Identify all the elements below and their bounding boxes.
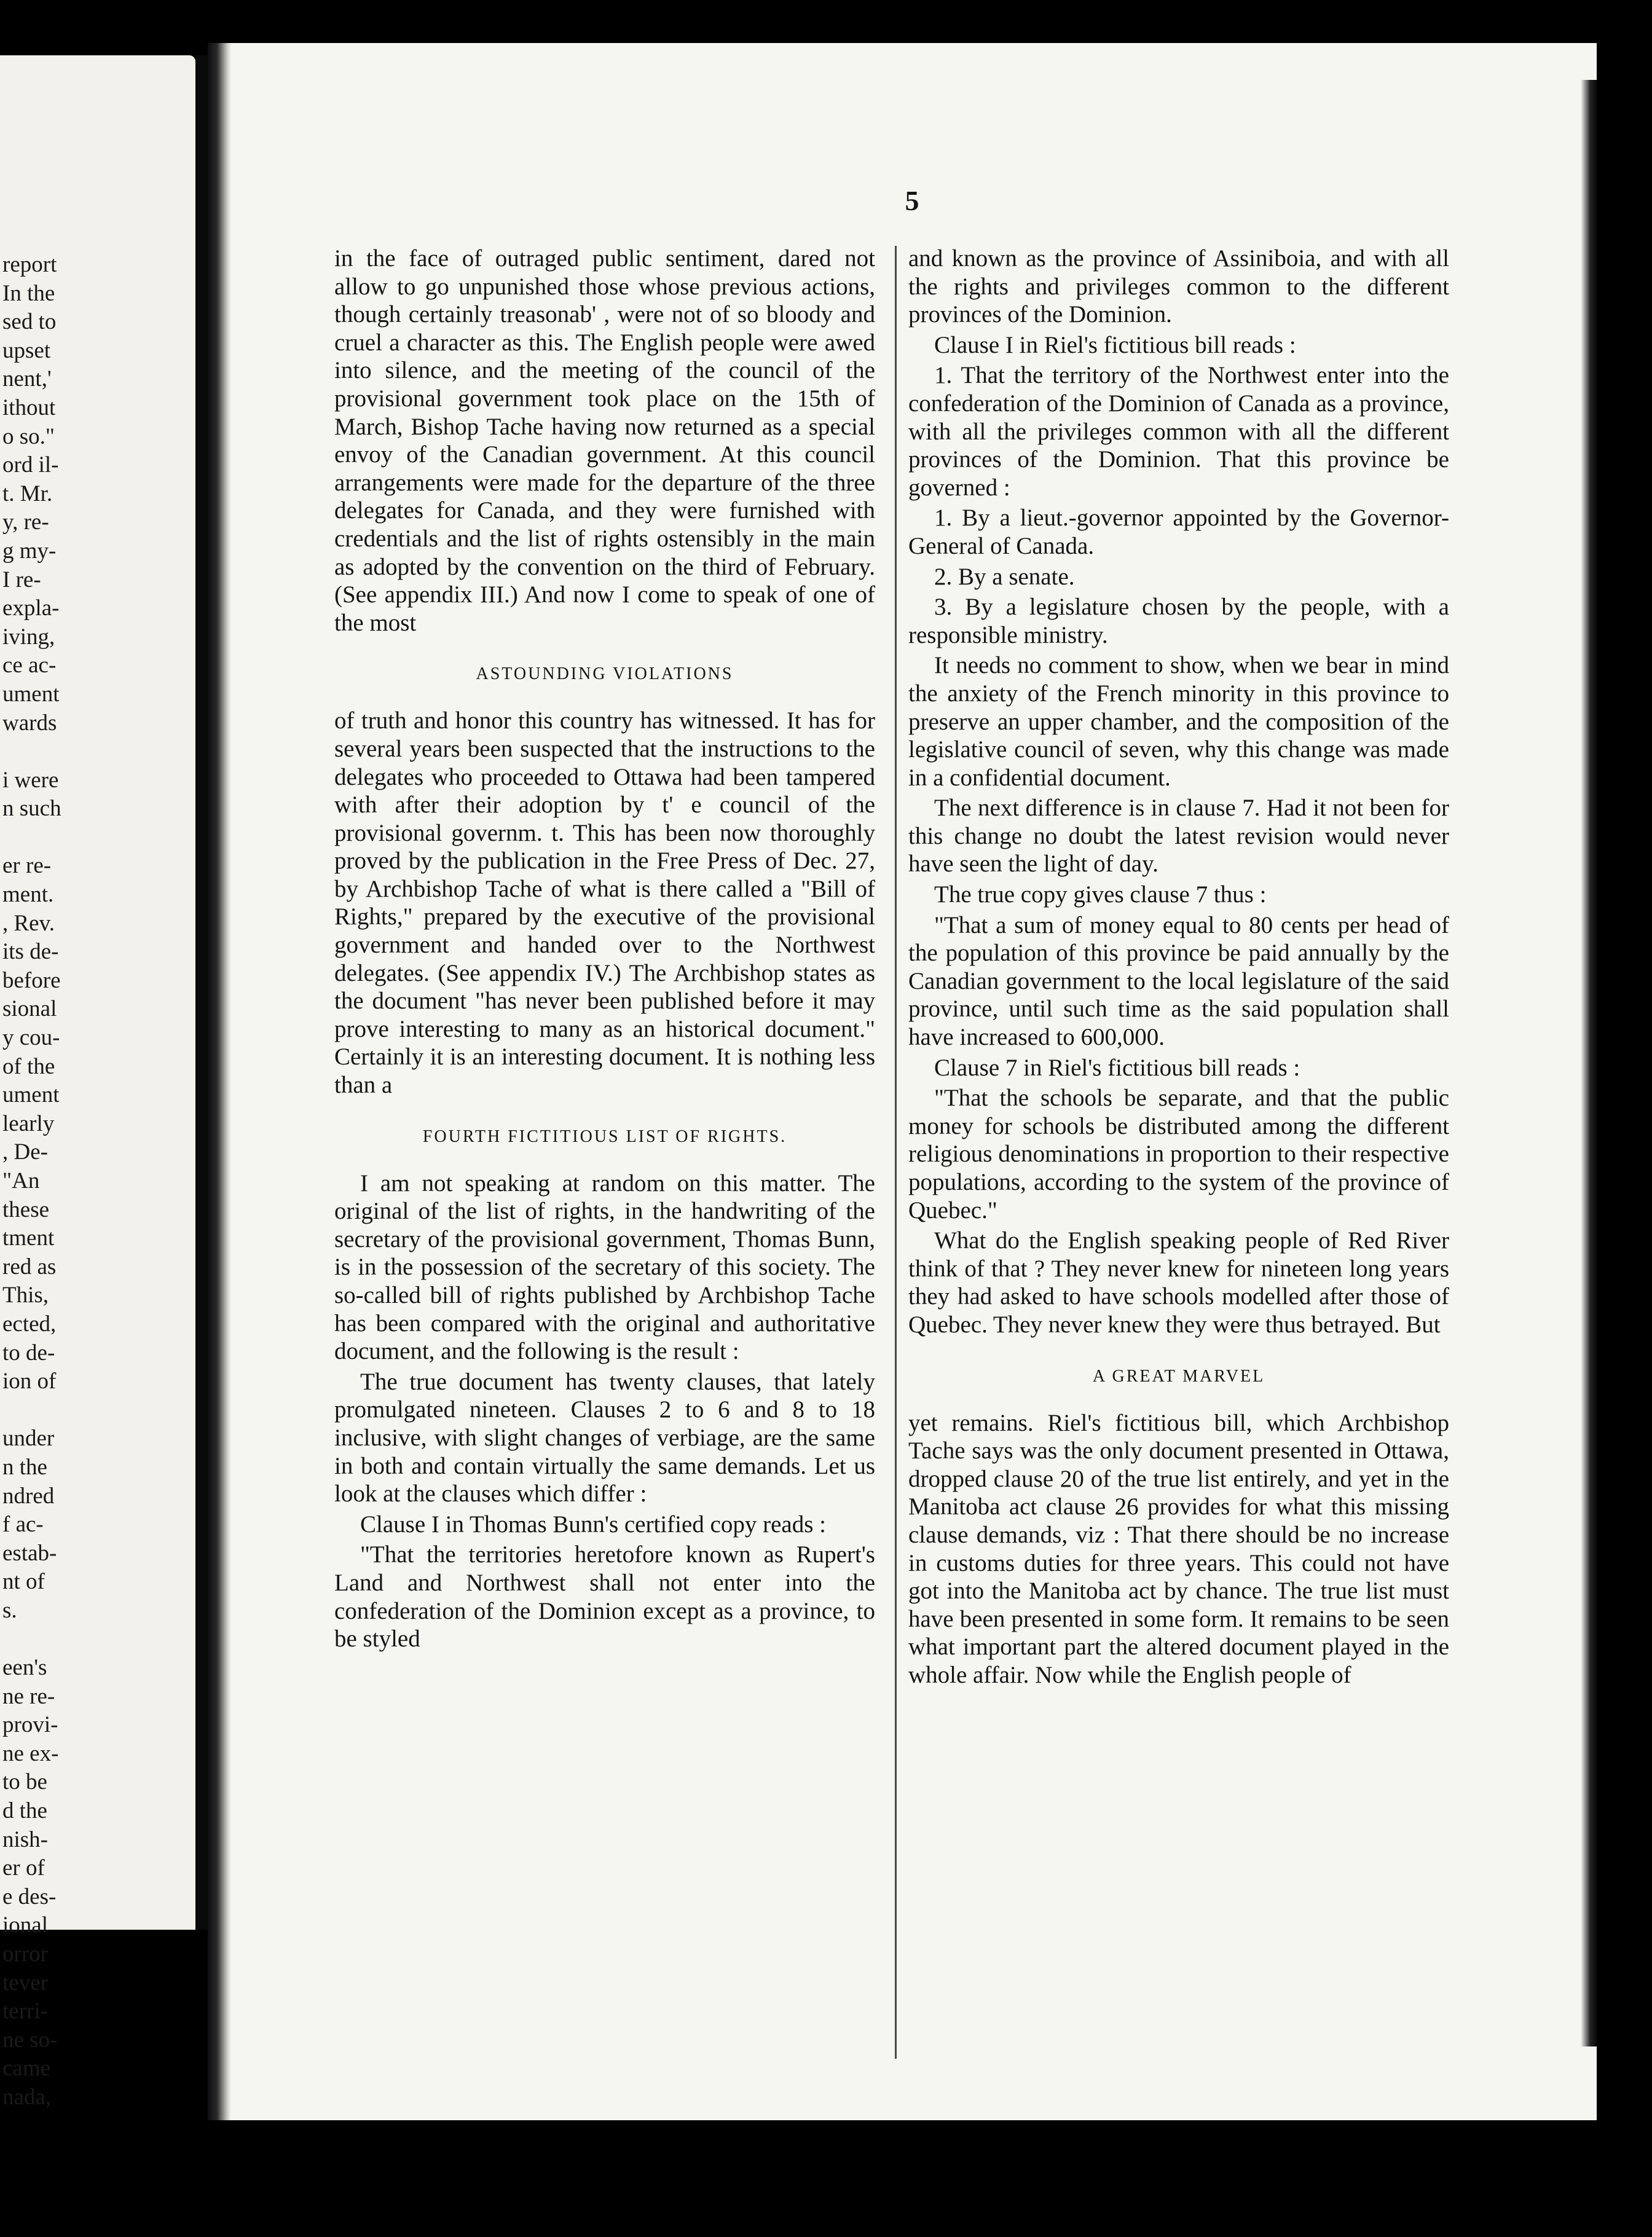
left-page-fragment-line: y cou- bbox=[2, 1025, 60, 1051]
left-page-fragment-line: ord il- bbox=[2, 452, 59, 478]
paragraph: I am not speaking at random on this matter. The original of the list of rights, in the handwriting of the secretary of the provisional government, Thomas Bunn, is in the possession of the secretary of this society. The so-called bill of rights published by Archbishop Tache has been compared with the original and authoritative document, and the following is the result : bbox=[334, 1170, 875, 1365]
left-page-fragment-line: iving, bbox=[2, 624, 55, 650]
paragraph: The next difference is in clause 7. Had it not been for this change no doubt the latest revision would never have seen the light of day. bbox=[908, 795, 1449, 878]
left-page-fragment-line bbox=[2, 1626, 194, 1654]
paragraph: It needs no comment to show, when we bear in mind the anxiety of the French minority in this province to preserve an upper chamber, and the composition of the legislative council of seven, why this change was made in a confidential document. bbox=[908, 652, 1449, 791]
left-page-fragment-line: n the bbox=[2, 1454, 47, 1480]
left-page-fragment-line: ion of bbox=[2, 1369, 57, 1394]
left-page-fragment-line: , Rev. bbox=[2, 910, 55, 936]
paragraph: Clause I in Riel's fictitious bill reads : bbox=[934, 331, 1296, 358]
left-page-fragment-line: estab- bbox=[2, 1540, 57, 1566]
left-page-fragment-line: ne ex- bbox=[2, 1740, 59, 1766]
left-page-fragment-line: terri- bbox=[2, 1999, 48, 2024]
paragraph: The true document has twenty clauses, that lately promulgated nineteen. Clauses 2 to 6 and 8 to 18 inclusive, with slight changes of verbiage, are the same in both and contain virtually the same demands. Let us look at the clauses which differ : bbox=[334, 1368, 875, 1508]
paragraph: 1. That the territory of the Northwest enter into the confederation of the Dominion of Canada as a province, with all the privileges common with all the different provinces of the Dominion. That this province be governed : bbox=[908, 362, 1449, 501]
left-page-fragment-line: n such bbox=[2, 796, 61, 822]
column-divider bbox=[895, 246, 897, 2059]
left-page-fragment-line: learly bbox=[2, 1111, 55, 1136]
left-page-fragment-line: o so." bbox=[2, 423, 55, 449]
left-page-fragment-line: to de- bbox=[2, 1340, 55, 1366]
paragraph: "That the schools be separate, and that the public money for schools be distributed among the different religious denominations in proportion to their respective populations, according to the system of the province of Quebec." bbox=[908, 1085, 1449, 1224]
left-page-fragment-line: expla- bbox=[2, 596, 60, 621]
left-page-fragment-line: e des- bbox=[2, 1884, 57, 1909]
left-page-fragment-line: y, re- bbox=[2, 509, 49, 535]
left-page-fragment-line: tever bbox=[2, 1970, 48, 1995]
left-page-fragment-line bbox=[2, 824, 194, 852]
left-page-fragment-line: to be bbox=[2, 1769, 47, 1795]
left-page-fragment-line: nada, bbox=[2, 2085, 52, 2110]
left-page-fragment-line: f ac- bbox=[2, 1512, 44, 1538]
left-page-fragment-line: report bbox=[2, 252, 57, 277]
text-column-right bbox=[908, 245, 1449, 1692]
left-page-fragment-line: red as bbox=[2, 1254, 57, 1280]
left-page-fragment-line: "An bbox=[2, 1168, 40, 1193]
paragraph: "That a sum of money equal to 80 cents per head of the population of this province be paid annually by the Canadian government to the local legislature of the said province, until such time as the said population shall have increased to 600,000. bbox=[908, 911, 1449, 1051]
paragraph: 1. By a lieut.-governor appointed by the Governor-General of Canada. bbox=[908, 505, 1449, 559]
left-page-fragment-line: orror bbox=[2, 1941, 48, 1967]
left-page-fragment-line: these bbox=[2, 1197, 50, 1222]
left-page-fragment-line: sional bbox=[2, 996, 57, 1022]
gutter-shadow bbox=[208, 43, 231, 2120]
left-page-fragment-line: t. Mr. bbox=[2, 481, 53, 506]
paragraph: Clause I in Thomas Bunn's certified copy reads : bbox=[360, 1511, 826, 1538]
paragraph: Clause 7 in Riel's fictitious bill reads : bbox=[934, 1054, 1300, 1081]
page-edge-shadow bbox=[1581, 80, 1597, 2046]
left-page-fragment-line: er of bbox=[2, 1855, 45, 1881]
left-page-fragment-line: upset bbox=[2, 337, 51, 363]
paragraph: and known as the province of Assiniboia, and with all the rights and privileges common to the different provinces of the Dominion. bbox=[908, 245, 1449, 328]
paragraph: in the face of outraged public sentiment, dared not allow to go unpunished those whose previous actions, though certainly treasonab' , were not of so bloody and cruel a character as this. The English people were awed into silence, and the meeting of the council of the provisional government took place on the 15th of March, Bishop Tache having now returned as a special envoy of the Canadian government. At this council arrangements were made for the departure of the three delegates for Canada, and they were furnished with credentials and the list of rights ostensibly in the main as adopted by the convention on the third of February. (See appendix III.) And now I come to speak of one of the most bbox=[334, 245, 875, 636]
left-page-fragment-line: ument bbox=[2, 681, 60, 707]
left-page-fragment-line: before bbox=[2, 967, 61, 993]
page-number: 5 bbox=[905, 185, 919, 216]
main-page bbox=[208, 43, 1597, 2120]
left-page-fragment-line: provi- bbox=[2, 1712, 58, 1738]
left-page-fragment-line: tment bbox=[2, 1225, 55, 1251]
left-page-fragment-line: ithout bbox=[2, 395, 56, 420]
left-page-fragment-line: In the bbox=[2, 280, 55, 306]
left-page-fragment-line: g my- bbox=[2, 538, 57, 564]
left-page-fragment-line bbox=[2, 737, 194, 766]
left-page bbox=[0, 55, 195, 2110]
paragraph: 2. By a senate. bbox=[934, 563, 1075, 590]
left-page-fragment-line bbox=[2, 1396, 194, 1425]
section-heading: ASTOUNDING VIOLATIONS bbox=[476, 664, 734, 684]
left-page-fragment-line: ne re- bbox=[2, 1683, 55, 1709]
left-page-fragment-line: s. bbox=[2, 1597, 17, 1623]
left-page-fragment-line: under bbox=[2, 1426, 55, 1452]
section-heading: FOURTH FICTITIOUS LIST OF RIGHTS. bbox=[422, 1126, 787, 1146]
left-page-fragment-line: its de- bbox=[2, 939, 59, 965]
book-spine bbox=[195, 55, 208, 1930]
left-page-fragment-line: I re- bbox=[2, 567, 41, 592]
paragraph: The true copy gives clause 7 thus : bbox=[934, 881, 1267, 908]
left-page-fragment-line: sed to bbox=[2, 309, 57, 335]
paragraph: "That the territories heretofore known as Rupert's Land and Northwest shall not enter into the confederation of the Dominion except as a province, to be styled bbox=[334, 1541, 875, 1653]
paragraph: of truth and honor this country has witnessed. It has for several years been suspected that the instructions to the delegates who proceeded to Ottawa had been tampered with after their adoption by t' e council of the provisional governm. t. This has been now thoroughly proved by the publication in the Free Press of Dec. 27, by Archbishop Tache of what is there called a "Bill of Rights," prepared by the executive of the provisional government and handed over to the Northwest delegates. (See appendix IV.) The Archbishop states as the document "has never been published before it may prove interesting to many as an historical document." Certainly it is an interesting document. It is nothing less than a bbox=[334, 707, 875, 1099]
left-page-fragment-line: ument bbox=[2, 1082, 60, 1108]
left-page-fragment-line: ional bbox=[2, 1913, 48, 1938]
left-page-fragment-line: i were bbox=[2, 767, 59, 793]
left-page-fragment-line: ndred bbox=[2, 1483, 55, 1509]
left-page-fragment-line: ce ac- bbox=[2, 653, 57, 678]
paragraph: What do the English speaking people of Red River think of that ? They never knew for nineteen long years they had asked to have schools modelled after those of Quebec. They never knew they were thus betrayed. But bbox=[908, 1227, 1449, 1338]
left-page-fragment-line: wards bbox=[2, 710, 57, 736]
left-page-fragment-line: came bbox=[2, 2056, 51, 2082]
left-page-fragment-line: ne so- bbox=[2, 2027, 58, 2053]
text-column-left bbox=[334, 245, 875, 1656]
left-page-fragment-line: , De- bbox=[2, 1139, 48, 1165]
left-page-text-fragments bbox=[2, 251, 194, 2112]
paragraph: 3. By a legislature chosen by the people, with a responsible ministry. bbox=[908, 594, 1449, 648]
left-page-fragment-line: nish- bbox=[2, 1826, 48, 1852]
left-page-fragment-line: d the bbox=[2, 1798, 47, 1824]
left-page-fragment-line: of the bbox=[2, 1053, 55, 1079]
left-page-fragment-line: er re- bbox=[2, 853, 52, 879]
left-page-fragment-line: nent,' bbox=[2, 366, 52, 392]
section-heading: A GREAT MARVEL bbox=[1092, 1366, 1265, 1386]
left-page-fragment-line: een's bbox=[2, 1655, 47, 1681]
left-page-fragment-line: This, bbox=[2, 1283, 49, 1308]
left-page-fragment-line: ected, bbox=[2, 1311, 57, 1337]
left-page-fragment-line: nt of bbox=[2, 1569, 45, 1595]
left-page-fragment-line: ment. bbox=[2, 882, 54, 908]
paragraph: yet remains. Riel's fictitious bill, which Archbishop Tache says was the only document presented in Ottawa, dropped clause 20 of the true list entirely, and yet in the Manitoba act clause 26 provides for what this missing clause demands, viz : That there should be no increase in customs duties for three years. This could not have got into the Manitoba act by chance. The true list must have been presented in some form. It remains to be seen what important part the altered document played in the whole affair. Now while the English people of bbox=[908, 1409, 1449, 1688]
